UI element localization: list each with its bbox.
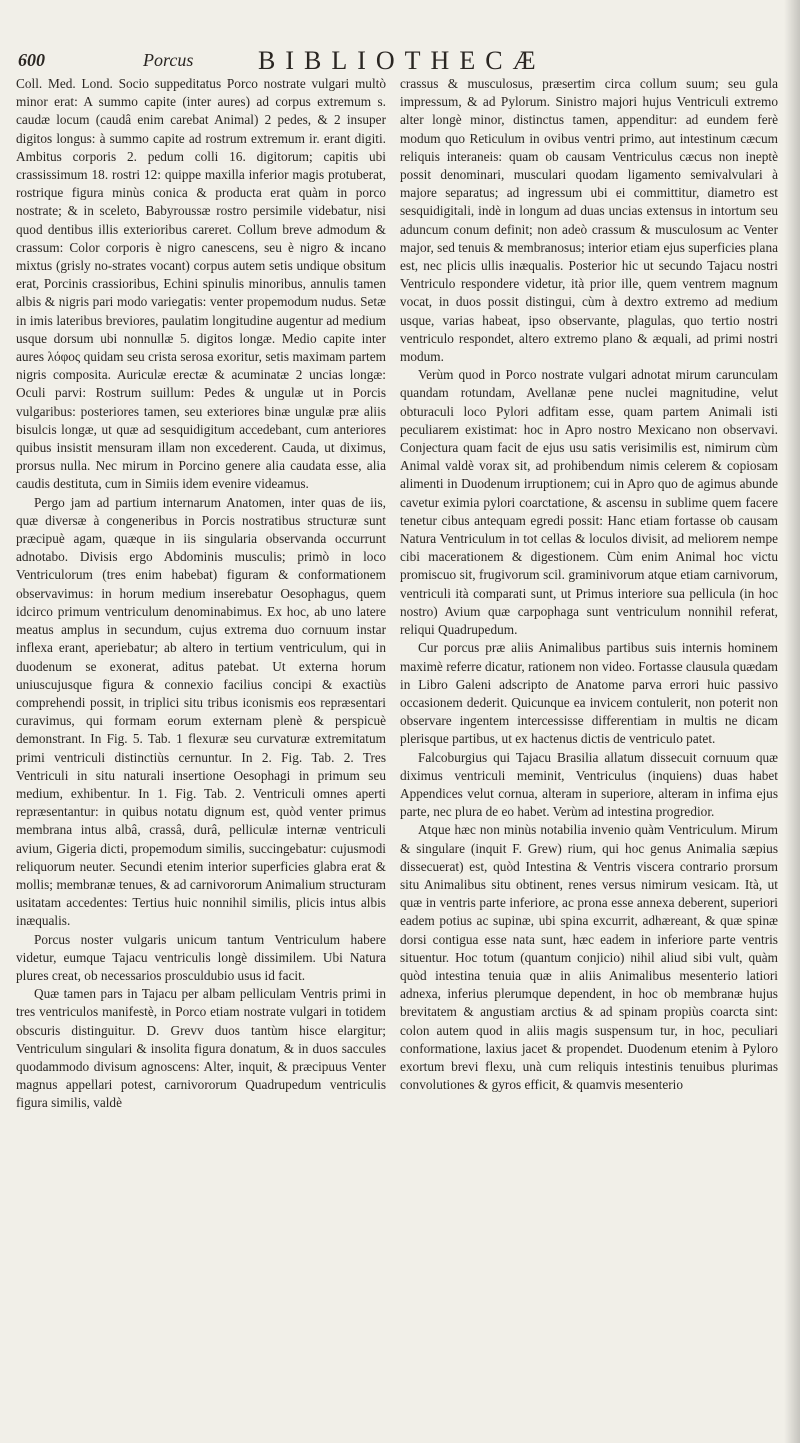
header-title: BIBLIOTHECÆ — [258, 46, 546, 75]
paragraph: Quæ tamen pars in Tajacu per albam pelliculam Ventris primi in tres ventriculos manifestè, in Porco etiam nostrate vulgari in totidem obscuris distinguitur. D. Grevv duos tantùm hisce elargitur; Ventriculum singulari & insolita figura donatum, & in duos saccules quodammodo divisum agnoscens: Alter, inquit, & præcipuus Venter magnus appellari potest, carnivororum Quadrupedum ventriculis figura similis, valdè — [16, 986, 386, 1111]
paragraph: Cur porcus præ aliis Animalibus partibus suis internis hominem maximè referre dicatur, rationem non video. Fortasse clausula quædam in Libro Galeni adscripto de Anatome parva errori huic passivo occasionem dederit. Quicunque ea invicem contulerit, non poterit non observare ingentem intercessisse differentiam in multis ne dicam plerisque partibus, ut ex hactenus dictis de ventriculo patet. — [400, 640, 778, 747]
paragraph: Coll. Med. Lond. Socio suppeditatus Porco nostrate vulgari multò minor erat: A summo capite (inter aures) ad corpus extremum s. caudæ locum (caudâ enim carebat Animal) 2 pedes, & 2 insuper digitos longus: à summo capite ad rostrum extremum ir. erant digiti. Ambitus corporis 2. pedum colli 16. digitorum; capitis ubi crassissimum 18. rostri 12: quippe maxilla inferior magis protuberat, rostrique figura minùs conica & producta erat quàm in porco nostrate; & in sceleto, Babyroussæ rostro persimile videbatur, nisi quod dentibus illis exterioribus careret. Collum breve admodum & crassum: Color corporis è nigro canescens, seu è nigro & incano mixtus (grisly no-strates vocant) corpus autem setis undique obsitum erat, Porcinis crassioribus, Echini spinulis minoribus, annulis tamen albis & nigris pari modo variegatis: venter propemodum nudus. Setæ in imis lateribus breviores, paulatim longitudine augentur ad medium usque dorsum ubi nonnullæ 5. digitos longæ. Medio capite inter aures λόφος quidam seu crista serosa exoritur, setis maximam partem nigris composita. Auriculæ erectæ & acuminatæ 2 uncias longæ: Oculi parvi: Rostrum suillum: Pedes & ungulæ ut in Porcis vulgaribus: posteriores tamen, seu exteriores binæ ungulæ præ aliis bisulcis longæ, ut quæ ad sesquidigitum accedebant, cum anteriores quibus insistit mensuram illam non excederent. Cauda, ut diximus, prorsus nulla. Nec mirum in Porcino genere alia caudata esse, alia caudis destituta, cum in Simiis idem evenire videamus. — [16, 76, 386, 492]
right-column — [400, 75, 778, 1094]
running-header — [18, 46, 788, 74]
paragraph: Verùm quod in Porco nostrate vulgari adnotat mirum carunculam quandam rotundam, Avellanæ pene nuclei magnitudine, velut obturaculi loco Pylori adfitam esse, quam partem Animali isti peculiarem existimat: hoc in Apro nostro Mexicano non observavi. Conjectura quam facit de ejus usu satis verisimilis est, nimirum cùm Animal valdè vorax sit, ad prohibendum nimis celerem & copiosam alimenti in Duodenum irruptionem; cui in Apro quo de agimus abunde cavetur eximia pylori coarctatione, & ascensu in sublime quem facere tenetur cibus antequam egredi possit: Hanc etiam fortasse ob causam Natura Ventriculum in tot cellas & loculos divisit, ad meliorem nempe cibi macerationem & digestionem. Cùm enim Animal hoc victu promiscuo sit, frugivorum scil. graminivorum atque etiam carnivorum, ventriculi ità comparati sunt, ut Primus interiore sua pellicula (in hoc nostro) Avium quæ carpophaga sunt ventriculum nonnihil referat, reliqui Quadrupedum. — [400, 367, 778, 638]
paragraph: Atque hæc non minùs notabilia invenio quàm Ventriculum. Mirum & singulare (inquit F. Grew) rium, qui hoc genus Animalia sæpius dissecuerat) est, quòd Intestina & Ventris viscera contrario prorsum situ Animalibus situ obtinent, renes versus nimirum vesicam. Ità, ut quæ in ventris parte inferiore, ac prona esse annexa deberent, superiori eadem potius ac supinæ, ubi spina excurrit, adhæreant, & quæ spinæ dorsi contigua esse nata sunt, hæc eadem in inferiore parte ventris situentur. Hoc totum (quantum conjicio) nihil aliud sibi vult, quàm quòd intestina tenuia quæ in aliis Animalibus mesenterio latiori adnexa, inferius plerumque dependent, in hoc ob membranæ hujus brevitatem & angustiam arctius & ad spinam propiùs coarcta sint: colon autem quod in aliis magis suspensum tur, in hoc, peculiari conformatione, laxius jacet & propendet. Duodenum etenim à Pyloro exortum brevi flexu, unà cum reliquis intestinis tenuibus plurimas convolutiones & gyros efficit, & quamvis mesenterio — [400, 822, 778, 1093]
left-column — [16, 75, 386, 1113]
paragraph: Pergo jam ad partium internarum Anatomen, inter quas de iis, quæ diversæ à congeneribus in Porcis nostratibus structuræ sunt præcipuè agam, quæque in iis singularia observanda occurrunt adnotabo. Divisis ergo Abdominis musculis; primò in loco Ventriculorum (tres enim habebat) figuram & conformationem observavimus: in horum medium inserebatur Oesophagus, quem idcirco primum ventriculum denominabimus. Ex hoc, ab uno latere meatus amplus in secundum, cujus extrema duo cornuum instar inflexa erant, aperiebatur; ab altero in tertium ventriculum, qui in duodenum se exonerat, aditus patebat. Ut externa horum uniuscujusque figura & connexio facilius concipi & exactiùs comprehendi possit, in triplici situ tribus iconismis eos repræsentari curavimus, qui formam eorum externam plenè & perspicuè demonstrant. In Fig. 5. Tab. 1 flexuræ seu curvaturæ extremitatum primi ventriculi distinctiùs cernuntur. In 2. Fig. Tab. 2. Tres Ventriculi in situ naturali insertione Oesophagi in primum seu medium, exhibentur. In 1. Fig. Tab. 2. Ventriculi omnes aperti repræsentantur: in quibus notatu dignum est, quòd venter primus membrana intus albâ, crassâ, durâ, pelliculæ internæ ventriculi avium, Gigeria dicti, propemodum similis, succingebatur: cujusmodi reliquorum neuter. Secundi etenim interior superficies glabra erat & mollis; membranæ tenues, & ad carnivororum Animalium structuram usitatam accedentes: Tertius huic nonnihil similis, plicis intus albis inæqualis. — [16, 494, 386, 929]
paragraph: Falcoburgius qui Tajacu Brasilia allatum dissecuit cornuum quæ diximus ventriculi meminit, Ventriculus (inquiens) duas habet Appendices velut cornua, alteram in superiore, alteram in infima ejus parte, nec plura de eo habet. Verùm ad intestina progredior. — [400, 749, 778, 820]
paragraph: Porcus noster vulgaris unicum tantum Ventriculum habere videtur, eumque Tajacu ventriculis longè dissimilem. Ubi Natura plures creat, ob necessarios prosculdubio usus id facit. — [16, 931, 386, 983]
running-word: Porcus — [143, 50, 194, 70]
page-gutter-shadow — [784, 0, 800, 1443]
page-number: 600 — [18, 50, 45, 70]
paragraph: crassus & musculosus, præsertim circa collum suum; seu gula impressum, & ad Pylorum. Sinistro majori hujus Ventriculi extremo alter longè minor, distinctus tamen, appenditur: ad eundem ferè modum quo Reticulum in ovibus ventri primo, aut intestinum cæcum reliquis interaneis: quam ob causam Ventriculus cæcus non ineptè possit denominari, musculari quodam ligamento semivalvulari à majore separatus; ad ingressum ubi ei committitur, diametro est sesquidigitali, indè in longum ad duas uncias extensus in intortum seu aduncum conum definit; non adeò crassum & musculosum ac Venter major, sed tenuis & membranosus; interior etiam ejus superficies plana est, nec plicis ullis inæqualis. Posterior hic ut secundo Tajacu nostri Ventriculo respondere videtur, ità prior ille, quem ventrem magnum vocat, in duos possit distingui, cùm à dextro extremo ad medium usque, varias habeat, ipso observante, plagulas, quo tertio nostri ventriculo respondet, altero extremo plano & æquali, ad primi nostri modum. — [400, 76, 778, 365]
